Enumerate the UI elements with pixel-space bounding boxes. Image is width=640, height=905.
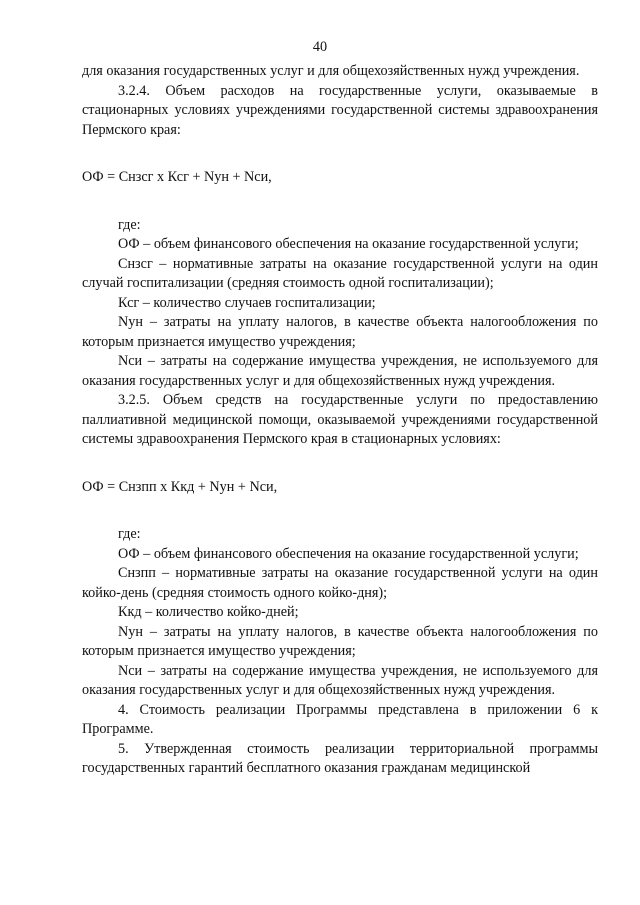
paragraph: Ксг – количество случаев госпитализации; (118, 294, 376, 311)
paragraph: Nси – затраты на содержание имущества учреждения, не используемого для оказания государственных услуг и для общехозяйственных нужд учреждения. (82, 353, 598, 389)
paragraph: где: (118, 526, 141, 542)
paragraph: ОФ – объем финансового обеспечения на оказание государственной услуги; (118, 545, 579, 562)
paragraph: 3.2.5. Объем средств на государственные услуги по предоставлению паллиативной медицинской помощи, оказываемой учреждениями государственной системы здравоохранения Пермского края в стационарных условиях: (82, 392, 598, 447)
document-body (82, 62, 598, 779)
paragraph: 4. Стоимость реализации Программы представлена в приложении 6 к Программе. (82, 701, 598, 737)
paragraph: для оказания государственных услуг и для общехозяйственных нужд учреждения. (82, 63, 580, 79)
formula: ОФ = Снзсг х Ксг + Nун + Nси, (82, 169, 272, 185)
page-number: 40 (312, 39, 328, 55)
paragraph: Nун – затраты на уплату налогов, в качестве объекта налогообложения по которым признается имущество учреждения; (82, 314, 598, 350)
paragraph: 3.2.4. Объем расходов на государственные услуги, оказываемые в стационарных условиях учреждениями государственной системы здравоохранения Пермского края: (82, 82, 598, 138)
paragraph: ОФ – объем финансового обеспечения на оказание государственной услуги; (118, 236, 579, 252)
paragraph: Ккд – количество койко-дней; (118, 604, 299, 620)
paragraph: где: (118, 216, 141, 233)
paragraph: Nун – затраты на уплату налогов, в качестве объекта налогообложения по которым признается имущество учреждения; (82, 623, 598, 659)
formula: ОФ = Снзпп х Ккд + Nун + Nси, (82, 478, 278, 495)
paragraph: Снзпп – нормативные затраты на оказание государственной услуги на один койко-день (средняя стоимость одного койко-дня); (82, 565, 598, 601)
paragraph: 5. Утвержденная стоимость реализации территориальной программы государственных гарантий бесплатного оказания гражданам медицинской (82, 740, 598, 776)
paragraph: Снзсг – нормативные затраты на оказание государственной услуги на один случай госпитализации (средняя стоимость одной госпитализации); (82, 255, 598, 291)
paragraph: Nси – затраты на содержание имущества учреждения, не используемого для оказания государственных услуг и для общехозяйственных нужд учреждения. (82, 662, 598, 698)
